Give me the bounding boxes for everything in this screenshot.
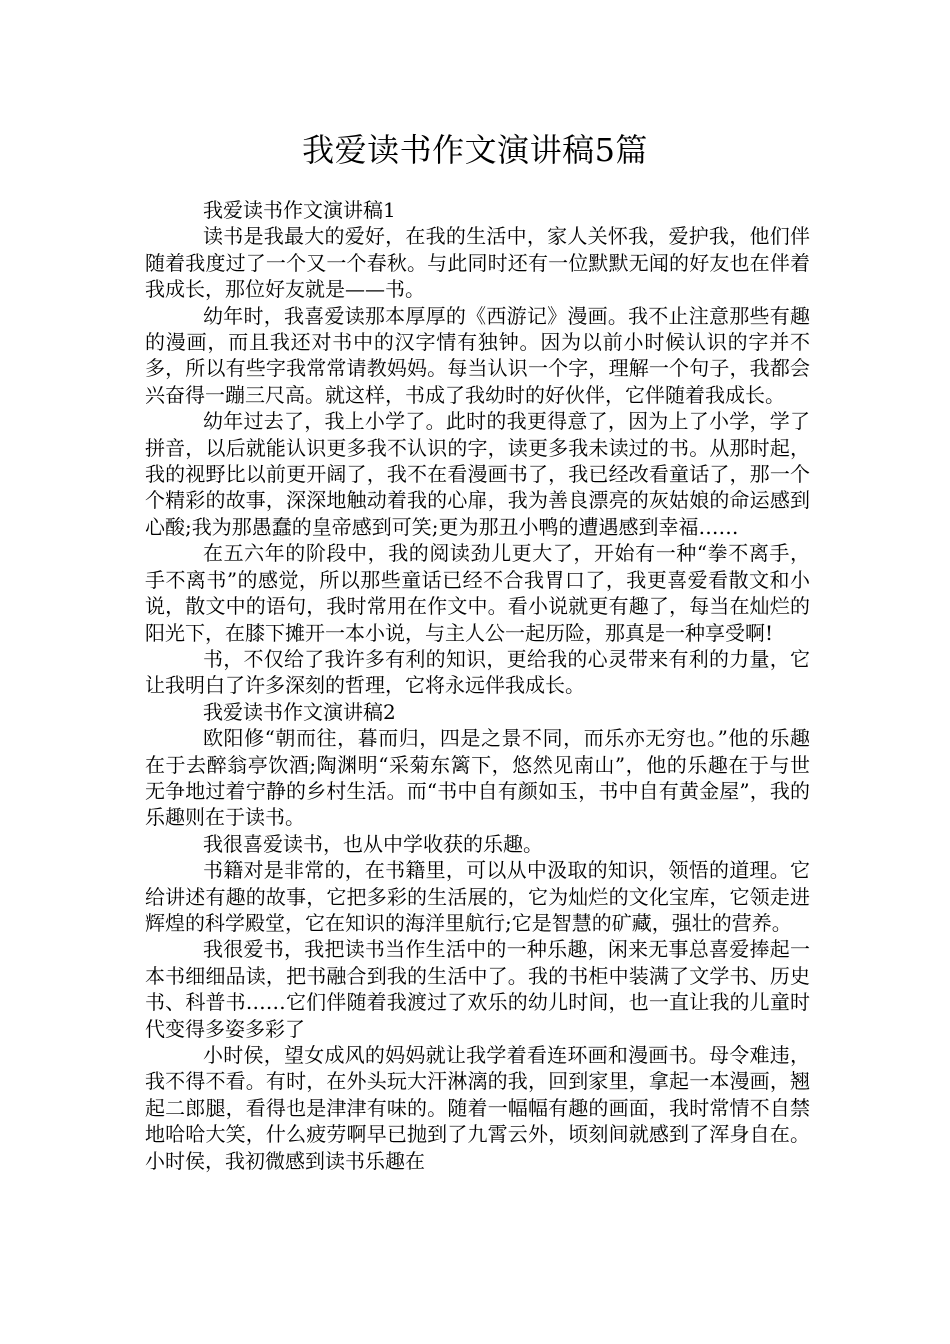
section-heading-2: 我爱读书作文演讲稿2 — [203, 699, 396, 724]
section-heading-1: 我爱读书作文演讲稿1 — [203, 198, 396, 222]
body-paragraph: 书，不仅给了我许多有利的知识，更给我的心灵带来有利的力量，它让我明白了许多深刻的哲理，它将永远伴我成长。 — [145, 646, 810, 698]
body-paragraph: 读书是我最大的爱好，在我的生活中，家人关怀我，爱护我，他们伴随着我度过了一个又一个春秋。与此同时还有一位默默无闻的好友也在伴着我成长，那位好友就是——书。 — [145, 224, 810, 302]
body-paragraph: 在五六年的阶段中，我的阅读劲儿更大了，开始有一种“拳不离手，手不离书”的感觉，所以那些童话已经不合我胃口了，我更喜爱看散文和小说，散文中的语句，我时常用在作文中。看小说就更有趣了，每当在灿烂的阳光下，在膝下摊开一本小说，与主人公一起历险，那真是一种享受啊! — [145, 541, 810, 645]
body-paragraph: 幼年过去了，我上小学了。此时的我更得意了，因为上了小学，学了拼音，以后就能认识更多我不认识的字，读更多我未读过的书。从那时起，我的视野比以前更开阔了，我不在看漫画书了，我已经改看童话了，那一个个精彩的故事，深深地触动着我的心扉，我为善良漂亮的灰姑娘的命运感到心酸;我为那愚蠢的皇帝感到可笑;更为那丑小鸭的遭遇感到幸福…… — [145, 409, 810, 539]
document-title: 我爱读书作文演讲稿5篇 — [302, 131, 648, 169]
body-paragraph: 我很爱书，我把读书当作生活中的一种乐趣，闲来无事总喜爱捧起一本书细细品读，把书融合到我的生活中了。我的书柜中装满了文学书、历史书、科普书……它们伴随着我渡过了欢乐的幼儿时间，也一直让我的儿童时代变得多姿多彩了 — [145, 937, 810, 1041]
body-paragraph: 我很喜爱读书，也从中学收获的乐趣。 — [203, 831, 543, 856]
body-paragraph: 小时侯，望女成风的妈妈就让我学着看连环画和漫画书。母令难违，我不得不看。有时，在外头玩大汗淋漓的我，回到家里，拿起一本漫画，翘起二郎腿，看得也是津津有味的。随着一幅幅有趣的画面，我时常情不自禁地哈哈大笑，什么疲劳啊早已抛到了九霄云外，顷刻间就感到了浑身自在。小时侯，我初微感到读书乐趣在 — [145, 1043, 810, 1173]
body-paragraph: 幼年时，我喜爱读那本厚厚的《西游记》漫画。我不止注意那些有趣的漫画，而且我还对书中的汉字情有独钟。因为以前小时候认识的字并不多，所以有些字我常常请教妈妈。每当认识一个字，理解一个句子，我都会兴奋得一蹦三尺高。就这样，书成了我幼时的好伙伴，它伴随着我成长。 — [145, 303, 810, 407]
body-paragraph: 书籍对是非常的，在书籍里，可以从中汲取的知识，领悟的道理。它给讲述有趣的故事，它把多彩的生活展的，它为灿烂的文化宝库，它领走进辉煌的科学殿堂，它在知识的海洋里航行;它是智慧的矿藏，强壮的营养。 — [145, 858, 810, 935]
document-body — [145, 197, 810, 1174]
body-paragraph: 欧阳修“朝而往，暮而归，四是之景不同，而乐亦无穷也。”他的乐趣在于去醉翁亭饮酒;陶渊明“采菊东篱下，悠然见南山”，他的乐趣在于与世无争地过着宁静的乡村生活。而“书中自有颜如玉，书中自有黄金屋”，我的乐趣则在于读书。 — [145, 726, 810, 830]
